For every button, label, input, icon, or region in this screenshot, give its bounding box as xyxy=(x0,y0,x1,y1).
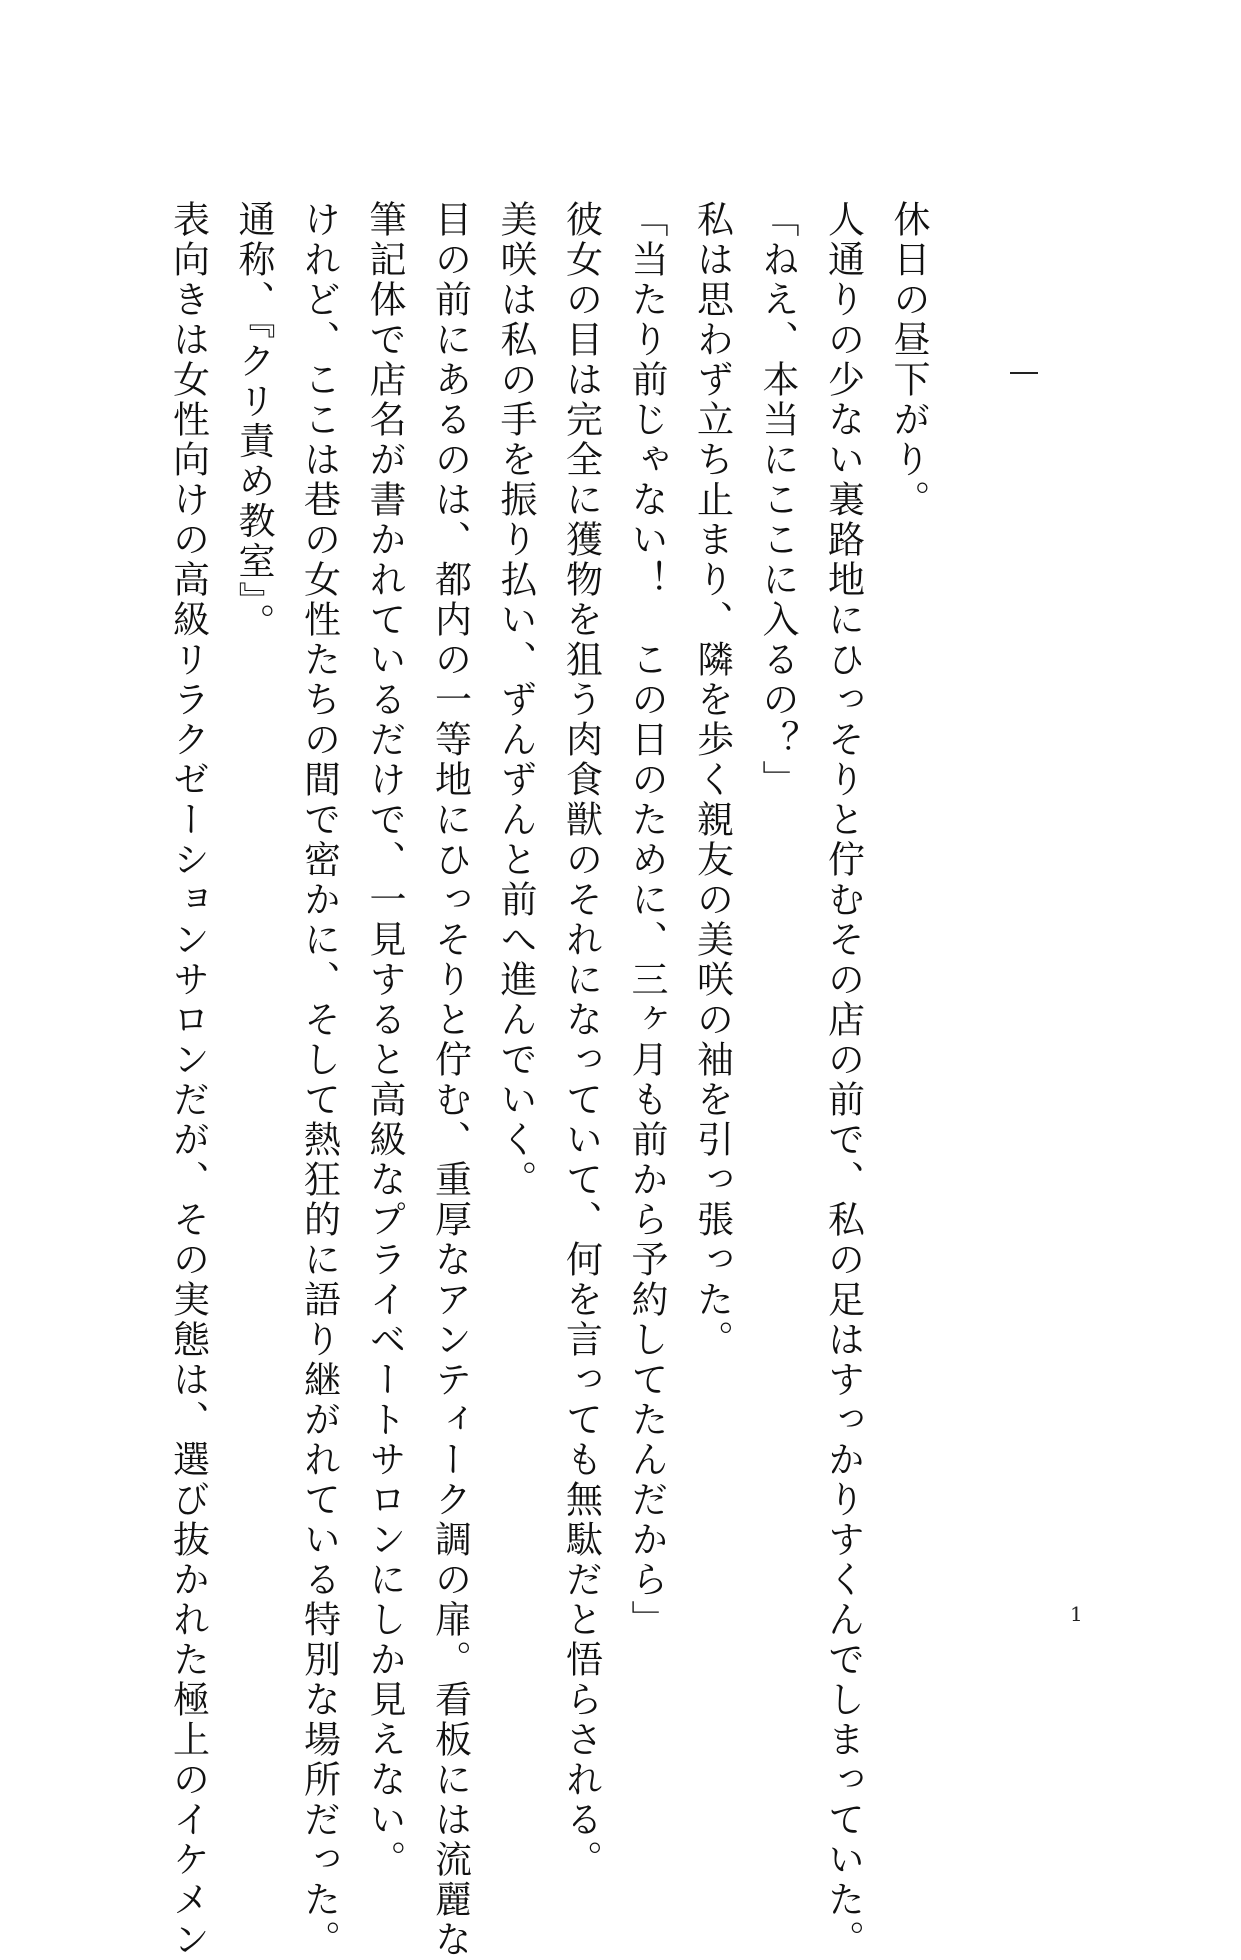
page-number: 1 xyxy=(1070,1602,1083,1626)
text-line-1: 休日の昼下がり。 xyxy=(887,200,930,520)
novel-body-text xyxy=(155,200,941,1960)
text-line-11: 通称、『クリ責め教室』。 xyxy=(232,200,275,643)
text-line-9: 筆記体で店名が書かれているだけで、一見すると高級なプライベートサロンにしか見えない。 xyxy=(363,200,406,1880)
text-line-10: けれど、ここは巷の女性たちの間で密かに、そして熱狂的に語り継がれている特別な場所だった。 xyxy=(297,200,341,1960)
text-line-3: 「ねえ、本当にここに入るの？」 xyxy=(756,200,799,800)
text-line-6: 彼女の目は完全に獲物を狙う肉食獣のそれになっていて、何を言っても無駄だと悟らされる。 xyxy=(559,200,603,1880)
text-line-5: 「当たり前じゃない！ この日のために、三ヶ月も前から予約してたんだから」 xyxy=(625,200,668,1640)
text-line-12: 表向きは女性向けの高級リラクゼーションサロンだが、その実態は、選び抜かれた極上のイケメン xyxy=(166,200,210,1960)
text-line-4: 私は思わず立ち止まり、隣を歩く親友の美咲の袖を引っ張った。 xyxy=(690,200,734,1360)
text-line-2: 人通りの少ない裏路地にひっそりと佇むその店の前で、私の足はすっかりすくんでしまっていた。 xyxy=(821,200,865,1960)
chapter-dash-mark xyxy=(1010,372,1038,374)
text-line-8: 目の前にあるのは、都内の一等地にひっそりと佇む、重厚なアンティーク調の扉。看板には流麗な xyxy=(428,200,472,1960)
text-line-7: 美咲は私の手を振り払い、ずんずんと前へ進んでいく。 xyxy=(494,200,537,1200)
